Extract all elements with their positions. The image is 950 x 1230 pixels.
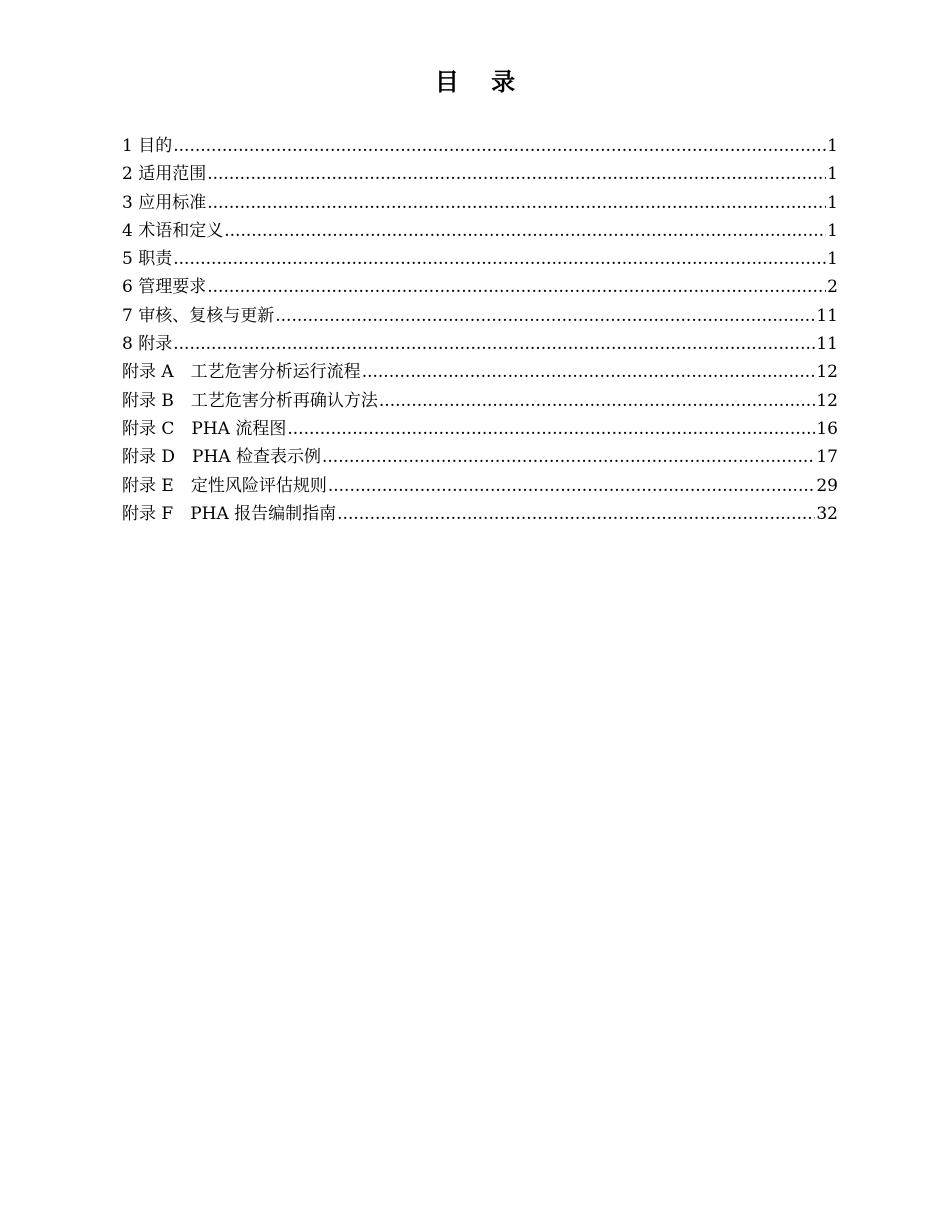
toc-dot-leader (337, 500, 815, 528)
toc-entry-label: 附录 A 工艺危害分析运行流程 (122, 362, 361, 383)
toc-dot-leader (224, 217, 826, 245)
toc-dot-leader (328, 472, 816, 500)
toc-entry-label: 附录 B 工艺危害分析再确认方法 (122, 390, 378, 411)
toc-entry-page: 17 (816, 447, 838, 468)
toc-entry-page: 12 (816, 362, 838, 383)
toc-entry[interactable] (122, 415, 838, 443)
toc-entry-label: 2 适用范围 (122, 164, 207, 185)
toc-entry[interactable] (122, 500, 838, 528)
toc-dot-leader (173, 245, 826, 273)
toc-entry[interactable] (122, 387, 838, 415)
toc-entry-page: 1 (827, 164, 838, 185)
toc-entry-page: 32 (816, 503, 838, 524)
toc-dot-leader (207, 273, 826, 301)
toc-dot-leader (173, 132, 826, 160)
toc-entry-label: 7 审核、复核与更新 (122, 305, 275, 326)
toc-entry-label: 附录 E 定性风险评估规则 (122, 475, 327, 496)
toc-entry-label: 5 职责 (122, 249, 173, 270)
toc-dot-leader (322, 443, 815, 471)
toc-entry[interactable] (122, 330, 838, 358)
toc-entry-page: 1 (827, 220, 838, 241)
toc-entry[interactable] (122, 245, 838, 273)
toc-entry-label: 6 管理要求 (122, 277, 207, 298)
toc-dot-leader (207, 189, 826, 217)
toc-entry-page: 12 (816, 390, 838, 411)
toc-entry-label: 1 目的 (122, 136, 173, 156)
toc-entry-label: 附录 D PHA 检查表示例 (122, 447, 321, 468)
toc-dot-leader (173, 330, 815, 358)
toc-entry[interactable] (122, 132, 838, 160)
toc-entry-page: 16 (816, 418, 838, 439)
toc-entry[interactable] (122, 358, 838, 386)
toc-dot-leader (287, 415, 815, 443)
toc-entry[interactable] (122, 472, 838, 500)
toc-entry[interactable] (122, 189, 838, 217)
toc-entry-label: 4 术语和定义 (122, 220, 224, 241)
toc-entry-page: 1 (827, 192, 838, 213)
toc-entry[interactable] (122, 302, 838, 330)
toc-entry[interactable] (122, 217, 838, 245)
toc-entry-label: 附录 C PHA 流程图 (122, 418, 287, 439)
toc-entry[interactable] (122, 160, 838, 188)
toc-entry-label: 附录 F PHA 报告编制指南 (122, 503, 337, 524)
toc-dot-leader (207, 160, 826, 188)
toc-entry-page: 11 (816, 334, 838, 355)
toc-entry-page: 2 (827, 277, 838, 298)
toc-dot-leader (275, 302, 815, 330)
toc-entry[interactable] (122, 443, 838, 471)
toc-entry-page: 1 (827, 249, 838, 270)
toc-dot-leader (362, 358, 816, 386)
toc-dot-leader (379, 387, 815, 415)
table-of-contents (122, 132, 838, 528)
toc-entry-page: 29 (816, 475, 838, 496)
toc-entry-page: 1 (827, 136, 838, 156)
toc-title: 目 录 (434, 68, 528, 96)
toc-entry-label: 8 附录 (122, 334, 173, 355)
toc-entry[interactable] (122, 273, 838, 301)
toc-entry-page: 11 (816, 305, 838, 326)
toc-entry-label: 3 应用标准 (122, 192, 207, 213)
